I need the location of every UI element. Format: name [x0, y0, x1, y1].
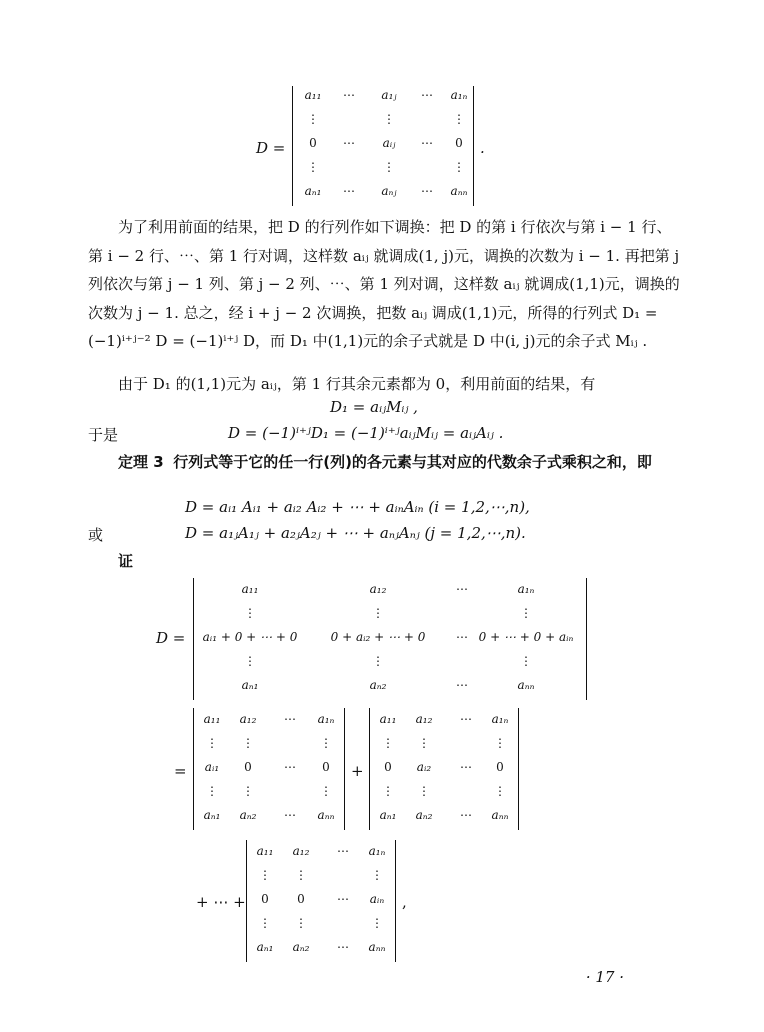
matrix5-cell: ⋮ [259, 916, 271, 930]
matrix5-cell: a₁ₙ [368, 844, 386, 858]
matrix5-cell: ⋮ [295, 868, 307, 882]
matrix1-cell: ⋮ [307, 160, 319, 174]
matrix5-cell: ⋮ [371, 868, 383, 882]
equation-3: D = aᵢ₁ Aᵢ₁ + aᵢ₂ Aᵢ₂ + ⋯ + aᵢₙAᵢₙ (i = 1,2,⋯,n), [185, 498, 530, 516]
matrix1-cell: ⋮ [383, 112, 395, 126]
matrix2-cell: aᵢ₁ + 0 + ⋯ + 0 [202, 630, 298, 644]
matrix1-cell: ⋯ [421, 184, 433, 198]
matrix4-cell: ⋯ [460, 808, 472, 822]
matrix3-cell: a₁ₙ [317, 712, 335, 726]
matrix5-cell: ⋯ [337, 892, 349, 906]
matrix4-cell: a₁ₙ [491, 712, 509, 726]
paragraph-1-text: 为了利用前面的结果，把 D 的行列作如下调换：把 D 的第 i 行依次与第 i − 1 行、第 i − 2 行、⋯、第 1 行对调，这样数 aᵢⱼ 就调成(1, j)元，调换的次数为 i − 1. 再把第 j 列依次与第 j − 1 列、第 j − 2 列、⋯、第 1 列对调，这样数 aᵢⱼ 就调成(1,1)元，调换的次数为 j − 1. 总之，经 i + j − 2 次调换，把数 aᵢⱼ 调成(1,1)元，所得的行列式 D₁ = (−1)ⁱ⁺ʲ⁻² D = (−1)ⁱ⁺ʲ D，而 D₁ 中(1,1)元的余子式就是 D 中(i, j)元的余子式 Mᵢⱼ . [88, 218, 680, 350]
matrix3-cell: a₁₁ [203, 712, 221, 726]
matrix5-cell: ⋮ [371, 916, 383, 930]
matrix1-cell: ⋯ [421, 88, 433, 102]
matrix4-cell: 0 [384, 760, 392, 774]
matrix2-cell: a₁ₙ [517, 582, 535, 596]
matrix2-cell: aₙₙ [517, 678, 535, 692]
theorem-text: 行列式等于它的任一行(列)的各元素与其对应的代数余子式乘积之和，即 [173, 453, 652, 471]
matrix4-cell: aᵢ₂ [416, 760, 432, 774]
matrix2-cell: aₙ₂ [369, 678, 387, 692]
matrix3-cell: 0 [322, 760, 330, 774]
matrix4-cell: a₁₂ [415, 712, 433, 726]
matrix4-cell: 0 [496, 760, 504, 774]
matrix1 [292, 86, 474, 206]
matrix5-cell: 0 [297, 892, 305, 906]
equation-2: D = (−1)ⁱ⁺ʲD₁ = (−1)ⁱ⁺ʲaᵢⱼMᵢⱼ = aᵢⱼAᵢⱼ . [228, 424, 504, 442]
matrix1-cell: ⋯ [343, 88, 355, 102]
matrix4-cell: aₙ₂ [415, 808, 433, 822]
matrix3-cell: aₙ₁ [203, 808, 221, 822]
matrix5-cell: a₁₁ [256, 844, 274, 858]
matrix2-cell: a₁₂ [369, 582, 387, 596]
matrix1-cell: ⋯ [421, 136, 433, 150]
matrix5-end: , [402, 893, 407, 911]
matrix5-cell: aₙₙ [368, 940, 386, 954]
matrix2-cell: ⋮ [244, 606, 256, 620]
matrix2-cell: ⋯ [456, 582, 468, 596]
matrix5-cell: aᵢₙ [369, 892, 385, 906]
matrix1-cell: a₁₁ [304, 88, 322, 102]
matrix4-cell: ⋯ [460, 712, 472, 726]
matrix2-label: D = [156, 629, 186, 647]
matrix3-cell: ⋮ [320, 784, 332, 798]
matrix4-cell: ⋮ [418, 784, 430, 798]
proof-label: 证 [118, 552, 134, 570]
matrix5-cell: aₙ₂ [292, 940, 310, 954]
matrix2-cell: aₙ₁ [241, 678, 259, 692]
matrix3-cell: a₁₂ [239, 712, 257, 726]
matrix2-cell: a₁₁ [241, 582, 259, 596]
matrix5-label: + ⋯ + [196, 893, 246, 911]
matrix2-cell: ⋮ [372, 654, 384, 668]
matrix3-cell: ⋮ [320, 736, 332, 750]
matrix3-cell: ⋯ [284, 808, 296, 822]
matrix1-cell: ⋮ [307, 112, 319, 126]
equation-4: D = a₁ⱼA₁ⱼ + a₂ⱼA₂ⱼ + ⋯ + aₙⱼAₙⱼ (j = 1,2,⋯,n). [185, 524, 526, 542]
matrix1-end: . [480, 139, 485, 157]
paragraph-2 [88, 370, 684, 399]
matrix1-cell: ⋯ [343, 136, 355, 150]
matrix3-cell: ⋯ [284, 712, 296, 726]
paragraph-2-text: 由于 D₁ 的(1,1)元为 aᵢⱼ，第 1 行其余元素都为 0，利用前面的结果，有 [118, 375, 596, 393]
matrix5-cell: aₙ₁ [256, 940, 274, 954]
matrix3-cell: ⋮ [242, 736, 254, 750]
matrix3-cell: aₙₙ [317, 808, 335, 822]
matrix5-cell: a₁₂ [292, 844, 310, 858]
matrix1-cell: aₙₙ [450, 184, 468, 198]
matrix2-cell: ⋯ [456, 630, 468, 644]
matrix3-cell: aᵢ₁ [204, 760, 220, 774]
matrix4-cell: aₙ₁ [379, 808, 397, 822]
matrix3-cell: ⋮ [206, 784, 218, 798]
matrix4-cell: ⋯ [460, 760, 472, 774]
matrix4-cell: aₙₙ [491, 808, 509, 822]
matrix4-cell: ⋮ [382, 736, 394, 750]
equation-1: D₁ = aᵢⱼMᵢⱼ , [330, 398, 418, 416]
matrix1-cell: 0 [455, 136, 463, 150]
matrix1-cell: a₁ⱼ [381, 88, 397, 102]
matrix2-cell: ⋯ [456, 678, 468, 692]
matrix4-cell: ⋮ [418, 736, 430, 750]
matrix5-cell: ⋮ [295, 916, 307, 930]
matrix3-label: = [174, 762, 187, 780]
matrix1-cell: ⋮ [453, 160, 465, 174]
matrix5-cell: 0 [261, 892, 269, 906]
matrix1-cell: 0 [309, 136, 317, 150]
matrix5-cell: ⋯ [337, 844, 349, 858]
matrix1-cell: aₙⱼ [381, 184, 397, 198]
matrix1-cell: a₁ₙ [450, 88, 468, 102]
matrix3-cell: ⋮ [242, 784, 254, 798]
matrix4-cell: ⋮ [382, 784, 394, 798]
matrix5-cell: ⋮ [259, 868, 271, 882]
matrix3-cell: aₙ₂ [239, 808, 257, 822]
page-number: · 17 · [585, 968, 624, 986]
matrix1-cell: ⋮ [453, 112, 465, 126]
matrix2-cell: ⋮ [244, 654, 256, 668]
matrix4 [369, 708, 519, 830]
matrix2-cell: 0 + aᵢ₂ + ⋯ + 0 [330, 630, 426, 644]
matrix3 [193, 708, 345, 830]
matrix2-cell: 0 + ⋯ + 0 + aᵢₙ [478, 630, 574, 644]
theorem-3 [88, 448, 684, 477]
matrix1-cell: ⋮ [383, 160, 395, 174]
matrix3-cell: ⋮ [206, 736, 218, 750]
matrix5 [246, 840, 396, 962]
matrix2 [193, 578, 587, 700]
matrix1-cell: aₙ₁ [304, 184, 322, 198]
matrix2-cell: ⋮ [520, 654, 532, 668]
matrix1-cell: ⋯ [343, 184, 355, 198]
matrix2-cell: ⋮ [520, 606, 532, 620]
matrix2-cell: ⋮ [372, 606, 384, 620]
plus-sign: + [351, 762, 364, 780]
matrix3-cell: 0 [244, 760, 252, 774]
paragraph-1 [88, 213, 684, 356]
or-label: 或 [88, 526, 104, 544]
matrix1-cell: aᵢⱼ [382, 136, 396, 150]
matrix4-cell: ⋮ [494, 784, 506, 798]
matrix1-label: D = [256, 139, 286, 157]
matrix4-cell: a₁₁ [379, 712, 397, 726]
theorem-label: 定理 3 [118, 453, 164, 471]
matrix5-cell: ⋯ [337, 940, 349, 954]
yushi-label: 于是 [88, 426, 119, 444]
matrix4-cell: ⋮ [494, 736, 506, 750]
matrix3-cell: ⋯ [284, 760, 296, 774]
